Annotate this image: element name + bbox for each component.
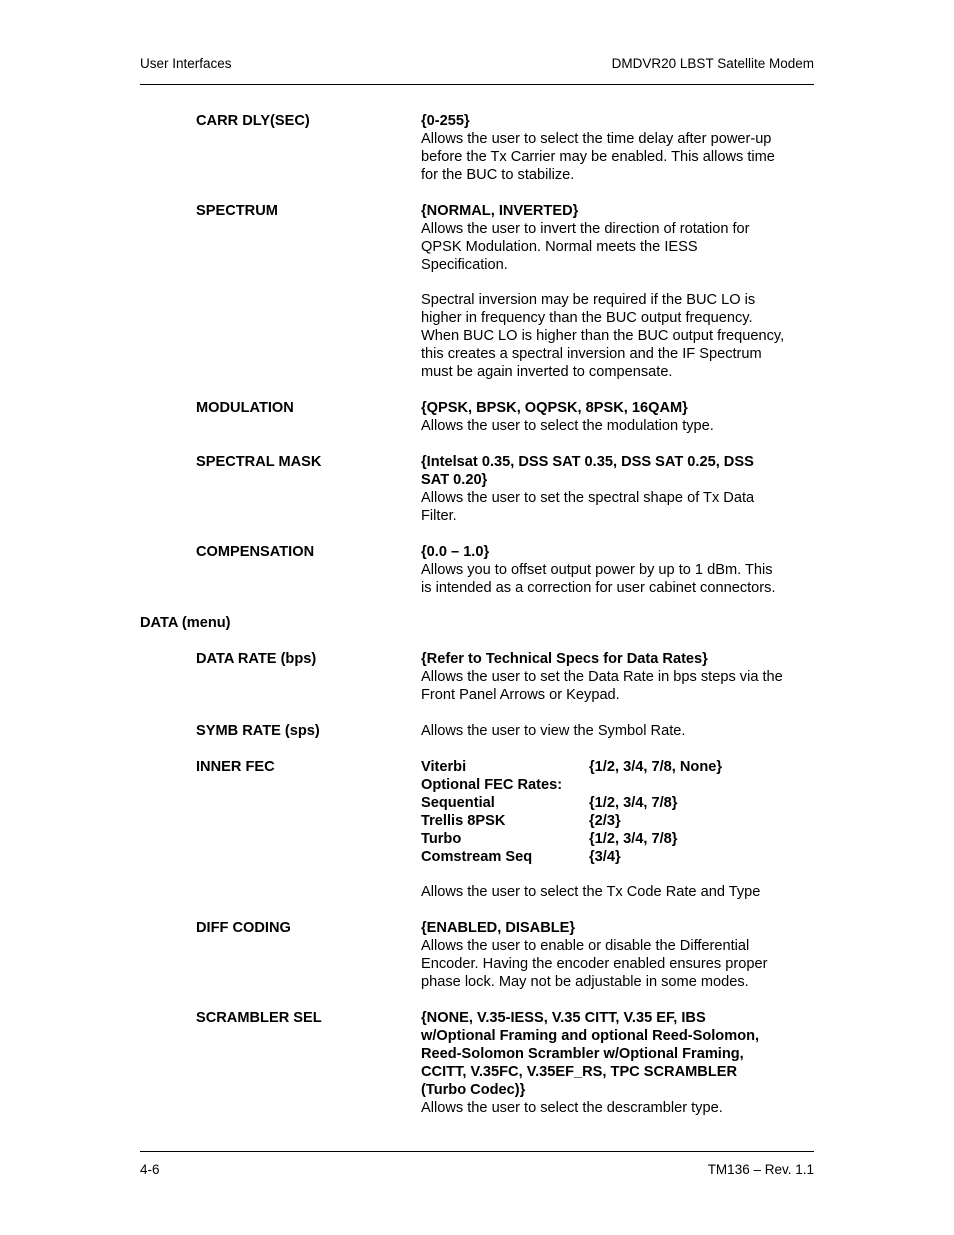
- spectrum-line: QPSK Modulation. Normal meets the IESS: [421, 239, 698, 255]
- fec-name: Trellis 8PSK: [421, 813, 506, 829]
- data-rate-range: {Refer to Technical Specs for Data Rates}: [421, 651, 708, 667]
- carr-dly-description: [421, 112, 814, 184]
- data-rate-line: Front Panel Arrows or Keypad.: [421, 687, 620, 703]
- scrambler-sel-range: {NONE, V.35-IESS, V.35 CITT, V.35 EF, IBS: [421, 1010, 706, 1026]
- fec-value: {1/2, 3/4, 7/8}: [589, 831, 678, 847]
- spectrum-line: Specification.: [421, 257, 508, 273]
- spectrum-label: SPECTRUM: [196, 203, 278, 219]
- scrambler-sel-label: SCRAMBLER SEL: [196, 1010, 322, 1026]
- spectrum-note-line: When BUC LO is higher than the BUC output frequency,: [421, 328, 785, 344]
- data-rate-description: [421, 650, 814, 704]
- carr-dly-label: CARR DLY(SEC): [196, 113, 310, 129]
- fec-name: Viterbi: [421, 759, 467, 775]
- inner-fec-table: [421, 758, 814, 866]
- diff-coding-line: Encoder. Having the encoder enabled ensures proper: [421, 956, 768, 972]
- spectrum-description: [421, 202, 814, 274]
- fec-name: Sequential: [421, 795, 495, 811]
- fec-name: Turbo: [421, 831, 462, 847]
- document-revision: TM136 – Rev. 1.1: [707, 1162, 814, 1177]
- footer-rule: [140, 1151, 814, 1152]
- scrambler-sel-description: [421, 1009, 814, 1117]
- fec-row: [421, 758, 814, 776]
- compensation-range: {0.0 – 1.0}: [421, 544, 490, 560]
- scrambler-sel-range: (Turbo Codec)}: [421, 1082, 526, 1098]
- spectrum-inversion-note: [421, 291, 814, 381]
- fec-name: Optional FEC Rates:: [421, 777, 563, 793]
- inner-fec-note: [421, 883, 814, 901]
- diff-coding-description: [421, 919, 814, 991]
- compensation-label: COMPENSATION: [196, 544, 315, 560]
- spectrum-note-line: this creates a spectral inversion and the IF Spectrum: [421, 346, 762, 362]
- scrambler-sel-range: CCITT, V.35FC, V.35EF_RS, TPC SCRAMBLER: [421, 1064, 738, 1080]
- inner-fec-label: INNER FEC: [196, 759, 275, 775]
- diff-coding-range: {ENABLED, DISABLE}: [421, 920, 576, 936]
- scrambler-sel-range: Reed-Solomon Scrambler w/Optional Framing,: [421, 1046, 744, 1062]
- spectrum-note-line: Spectral inversion may be required if the BUC LO is: [421, 292, 756, 308]
- modulation-line: Allows the user to select the modulation type.: [421, 418, 714, 434]
- spectrum-note-line: must be again inverted to compensate.: [421, 364, 673, 380]
- compensation-line: is intended as a correction for user cabinet connectors.: [421, 580, 776, 596]
- header-left: User Interfaces: [140, 56, 232, 71]
- symb-rate-line: Allows the user to view the Symbol Rate.: [421, 723, 686, 739]
- header-right: DMDVR20 LBST Satellite Modem: [611, 56, 814, 71]
- fec-row: [421, 794, 814, 812]
- spectral-mask-line: Allows the user to set the spectral shape of Tx Data: [421, 490, 755, 506]
- spectrum-range: {NORMAL, INVERTED}: [421, 203, 579, 219]
- modulation-label: MODULATION: [196, 400, 294, 416]
- spectral-mask-label: SPECTRAL MASK: [196, 454, 322, 470]
- inner-fec-note-line: Allows the user to select the Tx Code Rate and Type: [421, 884, 761, 900]
- carr-dly-range: {0-255}: [421, 113, 470, 129]
- modulation-description: [421, 399, 814, 435]
- diff-coding-line: phase lock. May not be adjustable in some modes.: [421, 974, 749, 990]
- modulation-range: {QPSK, BPSK, OQPSK, 8PSK, 16QAM}: [421, 400, 688, 416]
- compensation-description: [421, 543, 814, 597]
- fec-value: {2/3}: [589, 813, 621, 829]
- symb-rate-description: [421, 722, 814, 740]
- fec-value: {3/4}: [589, 849, 621, 865]
- page-number: 4-6: [140, 1162, 160, 1177]
- spectral-mask-range: {Intelsat 0.35, DSS SAT 0.35, DSS SAT 0.25, DSS: [421, 454, 754, 470]
- spectral-mask-range: SAT 0.20}: [421, 472, 488, 488]
- spectrum-line: Allows the user to invert the direction of rotation for: [421, 221, 750, 237]
- fec-row: [421, 848, 814, 866]
- carr-dly-line: Allows the user to select the time delay after power-up: [421, 131, 772, 147]
- carr-dly-line: before the Tx Carrier may be enabled. This allows time: [421, 149, 775, 165]
- fec-row: [421, 830, 814, 848]
- spectrum-note-line: higher in frequency than the BUC output frequency.: [421, 310, 753, 326]
- header-rule: [140, 84, 814, 85]
- scrambler-sel-range: w/Optional Framing and optional Reed-Solomon,: [421, 1028, 760, 1044]
- diff-coding-line: Allows the user to enable or disable the Differential: [421, 938, 750, 954]
- fec-value: {1/2, 3/4, 7/8}: [589, 795, 678, 811]
- data-rate-line: Allows the user to set the Data Rate in bps steps via the: [421, 669, 783, 685]
- data-menu-heading: DATA (menu): [140, 615, 231, 631]
- symb-rate-label: SYMB RATE (sps): [196, 723, 320, 739]
- fec-row: [421, 812, 814, 830]
- diff-coding-label: DIFF CODING: [196, 920, 291, 936]
- compensation-line: Allows you to offset output power by up to 1 dBm. This: [421, 562, 773, 578]
- fec-name: Comstream Seq: [421, 849, 533, 865]
- spectral-mask-description: [421, 453, 814, 525]
- data-rate-label: DATA RATE (bps): [196, 651, 317, 667]
- fec-value: {1/2, 3/4, 7/8, None}: [589, 759, 723, 775]
- spectral-mask-line: Filter.: [421, 508, 457, 524]
- scrambler-sel-line: Allows the user to select the descrambler type.: [421, 1100, 723, 1116]
- carr-dly-line: for the BUC to stabilize.: [421, 167, 575, 183]
- fec-row: [421, 776, 814, 794]
